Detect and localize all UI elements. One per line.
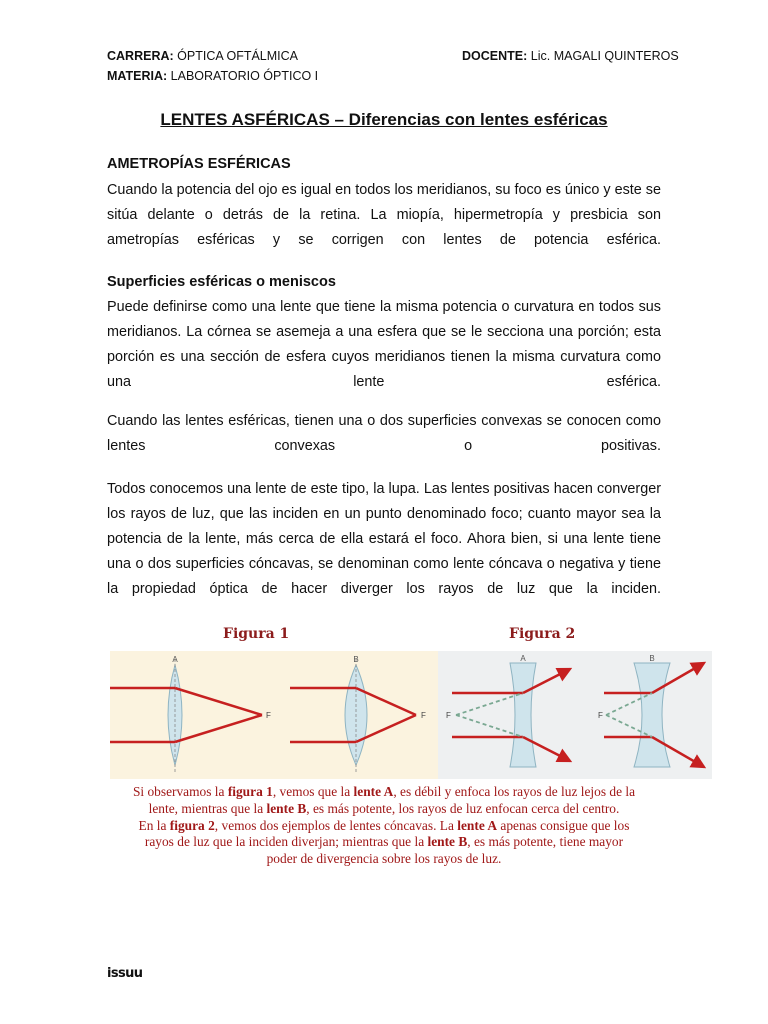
paragraph-ametropias: Cuando la potencia del ojo es igual en todos los meridianos, su foco es único y este se sitúa delante o detrás de la retina. La miopía, hipermetropía y presbicia son ametropías esféricas y se corrigen con lentes de potencia esférica. bbox=[107, 182, 661, 248]
figure-caption: Si observamos la figura 1, vemos que la lente A, es débil y enfoca los rayos de luz lejos de la lente, mientras que la lente B, es más potente, los rayos de luz enfocan cerca del centro. En la figura 2, vemos dos ejemplos de lentes cóncavas. La lente A apenas consigue que los rayos de luz que la inciden diverjan; mientras que la lente B, es más potente, tiene mayor poder de divergencia sobre los rayos de luz. bbox=[132, 784, 636, 867]
section-heading-ametropias: AMETROPÍAS ESFÉRICAS bbox=[107, 156, 291, 172]
paragraph-superficies-3: Todos conocemos una lente de este tipo, la lupa. Las lentes positivas hacen converger los rayos de luz, que las inciden en un punto denominado foco; cuanto mayor sea la potencia de la lente, más cerca de ella estará el foco. Ahora bien, si una lente tiene una o dos superficies cóncavas, se denominan como lente cóncava o negativa y tiene la propiedad óptica de hacer diverger los rayos de luz que la inciden. bbox=[107, 481, 661, 597]
focus-a-label-fig2: F bbox=[446, 711, 451, 720]
lens-b-label-fig2: B bbox=[649, 654, 655, 663]
svg-text:issuu: issuu bbox=[107, 966, 143, 980]
lens-a-label-fig2: A bbox=[520, 654, 526, 663]
document-title: LENTES ASFÉRICAS – Diferencias con lentes esféricas bbox=[160, 110, 608, 129]
figure-1-convex-lenses bbox=[110, 651, 438, 779]
figure-1-label: Figura 1 bbox=[223, 626, 290, 642]
materia-line: MATERIA: LABORATORIO ÓPTICO I bbox=[107, 69, 319, 83]
figure-2-concave-lenses bbox=[438, 651, 712, 779]
header-left bbox=[107, 46, 318, 86]
paragraph-superficies-1: Puede definirse como una lente que tiene la misma potencia o curvatura en todos sus meridianos. La córnea se asemeja a una esfera que se le secciona una porción; esta porción es una sección de esfera cuyos meridianos tienen la misma curvatura como una lente esférica. bbox=[107, 299, 661, 390]
focus-b-label-fig2: F bbox=[598, 711, 603, 720]
lens-b-label: B bbox=[353, 655, 359, 664]
focus-a-label: F bbox=[266, 711, 271, 720]
issuu-logo bbox=[107, 964, 143, 980]
paragraph-superficies-2: Cuando las lentes esféricas, tienen una o dos superficies convexas se conocen como lentes convexas o positivas. bbox=[107, 413, 661, 454]
carrera-line: CARRERA: ÓPTICA OFTÁLMICA bbox=[107, 49, 299, 63]
figure-2-background bbox=[438, 651, 712, 779]
figure-2-label: Figura 2 bbox=[509, 626, 576, 642]
focus-b-label: F bbox=[421, 711, 426, 720]
figure-1-background bbox=[110, 651, 438, 779]
lens-a-label: A bbox=[172, 655, 178, 664]
section-heading-superficies: Superficies esféricas o meniscos bbox=[107, 274, 336, 290]
header-right: DOCENTE: Lic. MAGALI QUINTEROS bbox=[462, 49, 679, 63]
